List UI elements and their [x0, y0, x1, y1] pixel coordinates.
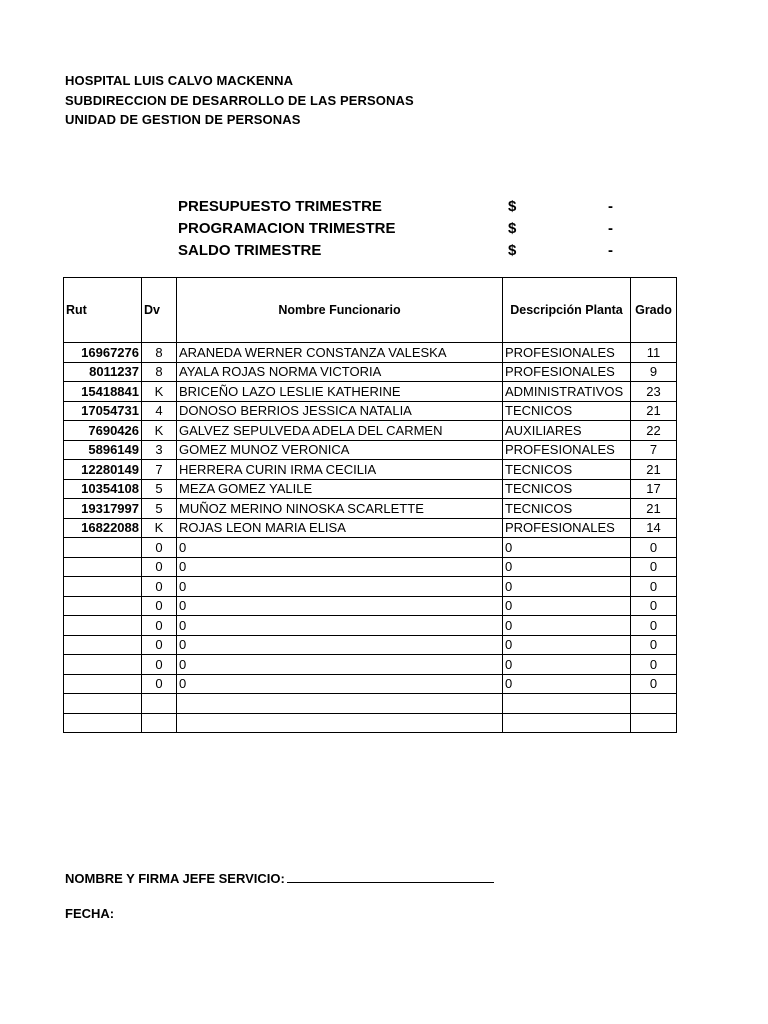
cell-dv: 8: [142, 362, 177, 382]
summary-label: SALDO TRIMESTRE: [178, 242, 322, 259]
cell-nombre: AYALA ROJAS NORMA VICTORIA: [177, 362, 503, 382]
summary-label: PROGRAMACION TRIMESTRE: [178, 220, 396, 237]
cell-rut: 12280149: [64, 460, 142, 480]
cell-descripcion: 0: [503, 616, 631, 636]
summary-label: PRESUPUESTO TRIMESTRE: [178, 198, 382, 215]
cell-dv: 3: [142, 440, 177, 460]
cell-nombre: MUÑOZ MERINO NINOSKA SCARLETTE: [177, 499, 503, 519]
cell-nombre: GOMEZ MUNOZ VERONICA: [177, 440, 503, 460]
cell-rut: 17054731: [64, 401, 142, 421]
table-row: [64, 362, 677, 382]
cell-rut: 8011237: [64, 362, 142, 382]
document-header: [65, 71, 414, 130]
cell-nombre: HERRERA CURIN IRMA CECILIA: [177, 460, 503, 480]
cell-grado: 0: [631, 655, 677, 675]
cell-rut: 5896149: [64, 440, 142, 460]
cell-nombre: 0: [177, 655, 503, 675]
table-row: [64, 460, 677, 480]
table-row: [64, 557, 677, 577]
cell-rut: [64, 635, 142, 655]
cell-nombre: 0: [177, 538, 503, 558]
cell-nombre: 0: [177, 635, 503, 655]
table-row: [64, 655, 677, 675]
cell-descripcion: 0: [503, 557, 631, 577]
cell-dv: 5: [142, 499, 177, 519]
table-row: [64, 479, 677, 499]
cell-descripcion: 0: [503, 596, 631, 616]
cell-grado: [631, 713, 677, 733]
cell-dv: 0: [142, 557, 177, 577]
staff-table: [63, 277, 677, 733]
cell-dv: 7: [142, 460, 177, 480]
signature-line: [65, 868, 494, 886]
summary-value: -: [608, 198, 613, 215]
cell-descripcion: [503, 713, 631, 733]
table-row: [64, 343, 677, 363]
cell-grado: 21: [631, 401, 677, 421]
column-header-descripcion: Descripción Planta: [503, 278, 631, 343]
cell-grado: 0: [631, 596, 677, 616]
cell-descripcion: PROFESIONALES: [503, 362, 631, 382]
table-row: [64, 499, 677, 519]
cell-descripcion: TECNICOS: [503, 460, 631, 480]
cell-rut: [64, 674, 142, 694]
cell-dv: 0: [142, 596, 177, 616]
cell-rut: [64, 538, 142, 558]
column-header-nombre: Nombre Funcionario: [177, 278, 503, 343]
table-row: [64, 440, 677, 460]
cell-descripcion: 0: [503, 655, 631, 675]
column-header-grado: Grado: [631, 278, 677, 343]
table-row: [64, 538, 677, 558]
cell-nombre: [177, 713, 503, 733]
cell-descripcion: [503, 694, 631, 714]
cell-descripcion: ADMINISTRATIVOS: [503, 382, 631, 402]
table-row: [64, 616, 677, 636]
cell-grado: 0: [631, 557, 677, 577]
cell-nombre: 0: [177, 577, 503, 597]
cell-grado: 11: [631, 343, 677, 363]
cell-grado: 0: [631, 674, 677, 694]
cell-descripcion: PROFESIONALES: [503, 440, 631, 460]
signature-label: NOMBRE Y FIRMA JEFE SERVICIO:: [65, 871, 285, 886]
cell-grado: 14: [631, 518, 677, 538]
cell-descripcion: TECNICOS: [503, 401, 631, 421]
cell-rut: 15418841: [64, 382, 142, 402]
cell-grado: 0: [631, 577, 677, 597]
cell-grado: 9: [631, 362, 677, 382]
cell-nombre: 0: [177, 616, 503, 636]
cell-nombre: GALVEZ SEPULVEDA ADELA DEL CARMEN: [177, 421, 503, 441]
table-row: [64, 694, 677, 714]
summary-value: -: [608, 220, 613, 237]
cell-dv: K: [142, 518, 177, 538]
date-line: [65, 906, 114, 921]
summary-currency: $: [508, 242, 517, 259]
cell-rut: 10354108: [64, 479, 142, 499]
cell-descripcion: 0: [503, 674, 631, 694]
cell-grado: 0: [631, 616, 677, 636]
date-label: FECHA:: [65, 906, 115, 921]
cell-rut: [64, 557, 142, 577]
cell-dv: K: [142, 382, 177, 402]
cell-nombre: 0: [177, 557, 503, 577]
cell-descripcion: 0: [503, 538, 631, 558]
signature-blank: [287, 868, 494, 883]
cell-nombre: 0: [177, 674, 503, 694]
cell-nombre: DONOSO BERRIOS JESSICA NATALIA: [177, 401, 503, 421]
cell-grado: 7: [631, 440, 677, 460]
table-row: [64, 401, 677, 421]
cell-grado: 17: [631, 479, 677, 499]
cell-rut: [64, 655, 142, 675]
table-body: [64, 343, 677, 733]
table-row: [64, 713, 677, 733]
cell-grado: 21: [631, 460, 677, 480]
cell-nombre: MEZA GOMEZ YALILE: [177, 479, 503, 499]
table-header-row: [64, 278, 677, 343]
cell-grado: 22: [631, 421, 677, 441]
summary-value: -: [608, 242, 613, 259]
cell-dv: 0: [142, 538, 177, 558]
cell-dv: 4: [142, 401, 177, 421]
summary-row-saldo: [178, 240, 618, 262]
table-row: [64, 421, 677, 441]
cell-descripcion: TECNICOS: [503, 499, 631, 519]
subdireccion-name: SUBDIRECCION DE DESARROLLO DE LAS PERSONAS: [65, 92, 414, 108]
cell-dv: 0: [142, 616, 177, 636]
table-row: [64, 577, 677, 597]
table-row: [64, 674, 677, 694]
table-row: [64, 518, 677, 538]
cell-nombre: 0: [177, 596, 503, 616]
cell-rut: [64, 577, 142, 597]
cell-descripcion: PROFESIONALES: [503, 343, 631, 363]
cell-rut: 7690426: [64, 421, 142, 441]
cell-dv: 8: [142, 343, 177, 363]
cell-descripcion: 0: [503, 577, 631, 597]
cell-grado: 23: [631, 382, 677, 402]
cell-rut: [64, 616, 142, 636]
cell-dv: 0: [142, 635, 177, 655]
cell-descripcion: AUXILIARES: [503, 421, 631, 441]
cell-grado: 0: [631, 538, 677, 558]
cell-nombre: [177, 694, 503, 714]
cell-descripcion: PROFESIONALES: [503, 518, 631, 538]
cell-grado: 0: [631, 635, 677, 655]
table-row: [64, 635, 677, 655]
cell-rut: [64, 596, 142, 616]
cell-rut: [64, 694, 142, 714]
column-header-rut: Rut: [64, 278, 142, 343]
cell-dv: 0: [142, 674, 177, 694]
summary-row-presupuesto: [178, 196, 618, 218]
cell-grado: [631, 694, 677, 714]
cell-dv: 0: [142, 577, 177, 597]
cell-nombre: ROJAS LEON MARIA ELISA: [177, 518, 503, 538]
cell-rut: 16967276: [64, 343, 142, 363]
summary-currency: $: [508, 220, 517, 237]
unidad-name: UNIDAD DE GESTION DE PERSONAS: [65, 112, 301, 127]
cell-rut: 16822088: [64, 518, 142, 538]
cell-grado: 21: [631, 499, 677, 519]
cell-dv: K: [142, 421, 177, 441]
cell-nombre: ARANEDA WERNER CONSTANZA VALESKA: [177, 343, 503, 363]
cell-dv: [142, 713, 177, 733]
cell-dv: [142, 694, 177, 714]
cell-nombre: BRICEÑO LAZO LESLIE KATHERINE: [177, 382, 503, 402]
cell-dv: 0: [142, 655, 177, 675]
summary-row-programacion: [178, 218, 618, 240]
cell-rut: 19317997: [64, 499, 142, 519]
column-header-dv: Dv: [142, 278, 177, 343]
summary-currency: $: [508, 198, 517, 215]
cell-descripcion: TECNICOS: [503, 479, 631, 499]
table-row: [64, 596, 677, 616]
hospital-name: HOSPITAL LUIS CALVO MACKENNA: [65, 73, 294, 88]
cell-dv: 5: [142, 479, 177, 499]
table-row: [64, 382, 677, 402]
cell-descripcion: 0: [503, 635, 631, 655]
cell-rut: [64, 713, 142, 733]
budget-summary: [178, 196, 618, 262]
